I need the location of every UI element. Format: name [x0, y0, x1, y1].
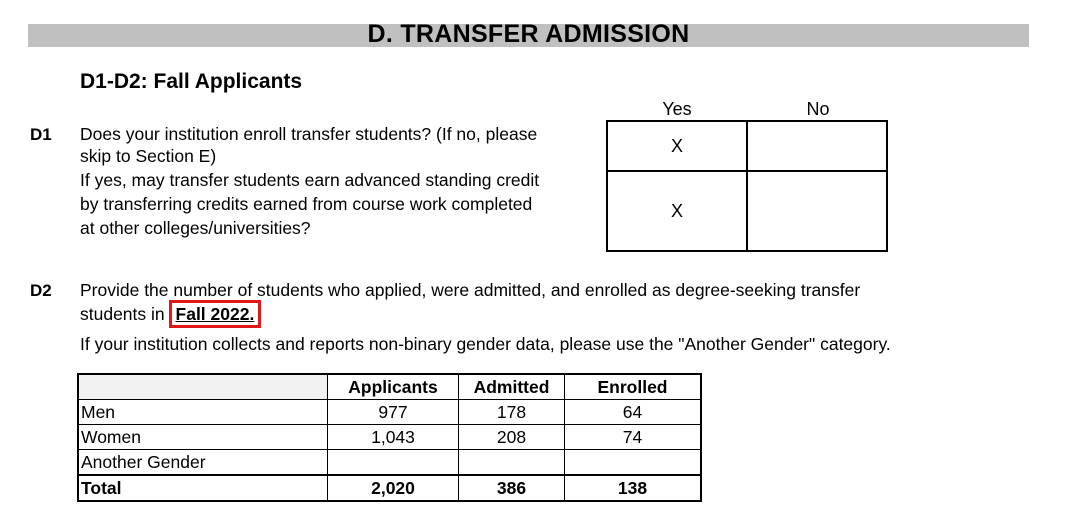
question-d2-line2-prefix: students in: [80, 304, 165, 324]
no-column-label: No: [806, 99, 830, 119]
cell-enrolled[interactable]: 74: [565, 425, 702, 450]
term-value: Fall 2022.: [175, 304, 255, 324]
transfer-counts-table: [77, 373, 702, 502]
section-header-bar: [28, 20, 1029, 48]
question-d2-line3: If your institution collects and reports non-binary gender data, please use the "Another Gender" category.: [80, 334, 891, 354]
cell-admitted[interactable]: 208: [459, 425, 565, 450]
question-d1-line: at other colleges/universities?: [80, 218, 311, 238]
total-enrolled: 138: [565, 475, 702, 501]
question-d2-line1: Provide the number of students who applied, were admitted, and enrolled as degree-seeking transfer: [80, 280, 861, 300]
section-subtitle: D1-D2: Fall Applicants: [80, 70, 303, 93]
question-text-d2: [80, 277, 891, 357]
d1-answer-grid: [606, 120, 888, 252]
question-d1-line: skip to Section E): [80, 146, 217, 166]
cell-enrolled[interactable]: [565, 450, 702, 476]
table-header-row: [78, 374, 701, 400]
cell-applicants[interactable]: [328, 450, 459, 476]
d1-answer-2-no[interactable]: [747, 171, 887, 251]
row-label: Another Gender: [78, 450, 328, 476]
question-d1-line: If yes, may transfer students earn advanced standing credit: [80, 170, 540, 190]
d1-answer-2-yes[interactable]: X: [607, 171, 747, 251]
d1-answer-1-yes[interactable]: X: [607, 121, 747, 171]
table-header-enrolled: Enrolled: [565, 374, 702, 400]
table-header-blank: [78, 374, 328, 400]
question-d1-line: Does your institution enroll transfer students? (If no, please: [80, 124, 538, 144]
d1-answer-1-no[interactable]: [747, 121, 887, 171]
yes-column-label: Yes: [662, 99, 692, 119]
question-d2-line2: [80, 300, 891, 328]
cell-applicants[interactable]: 977: [328, 400, 459, 425]
question-number-d2: D2: [30, 281, 52, 300]
table-row: [78, 400, 701, 425]
total-applicants: 2,020: [328, 475, 459, 501]
question-text-d1: [80, 121, 539, 241]
table-header-applicants: Applicants: [328, 374, 459, 400]
cell-enrolled[interactable]: 64: [565, 400, 702, 425]
row-label: Men: [78, 400, 328, 425]
cell-admitted[interactable]: [459, 450, 565, 476]
question-d1-line: by transferring credits earned from course work completed: [80, 194, 533, 214]
table-header-admitted: Admitted: [459, 374, 565, 400]
table-row: [78, 450, 701, 476]
term-highlight-box: [169, 300, 262, 328]
question-number-d1: D1: [30, 125, 52, 144]
table-total-row: [78, 475, 701, 501]
total-label: Total: [78, 475, 328, 501]
cell-applicants[interactable]: 1,043: [328, 425, 459, 450]
total-admitted: 386: [459, 475, 565, 501]
table-row: [78, 425, 701, 450]
section-title: D. TRANSFER ADMISSION: [367, 20, 690, 48]
cell-admitted[interactable]: 178: [459, 400, 565, 425]
row-label: Women: [78, 425, 328, 450]
